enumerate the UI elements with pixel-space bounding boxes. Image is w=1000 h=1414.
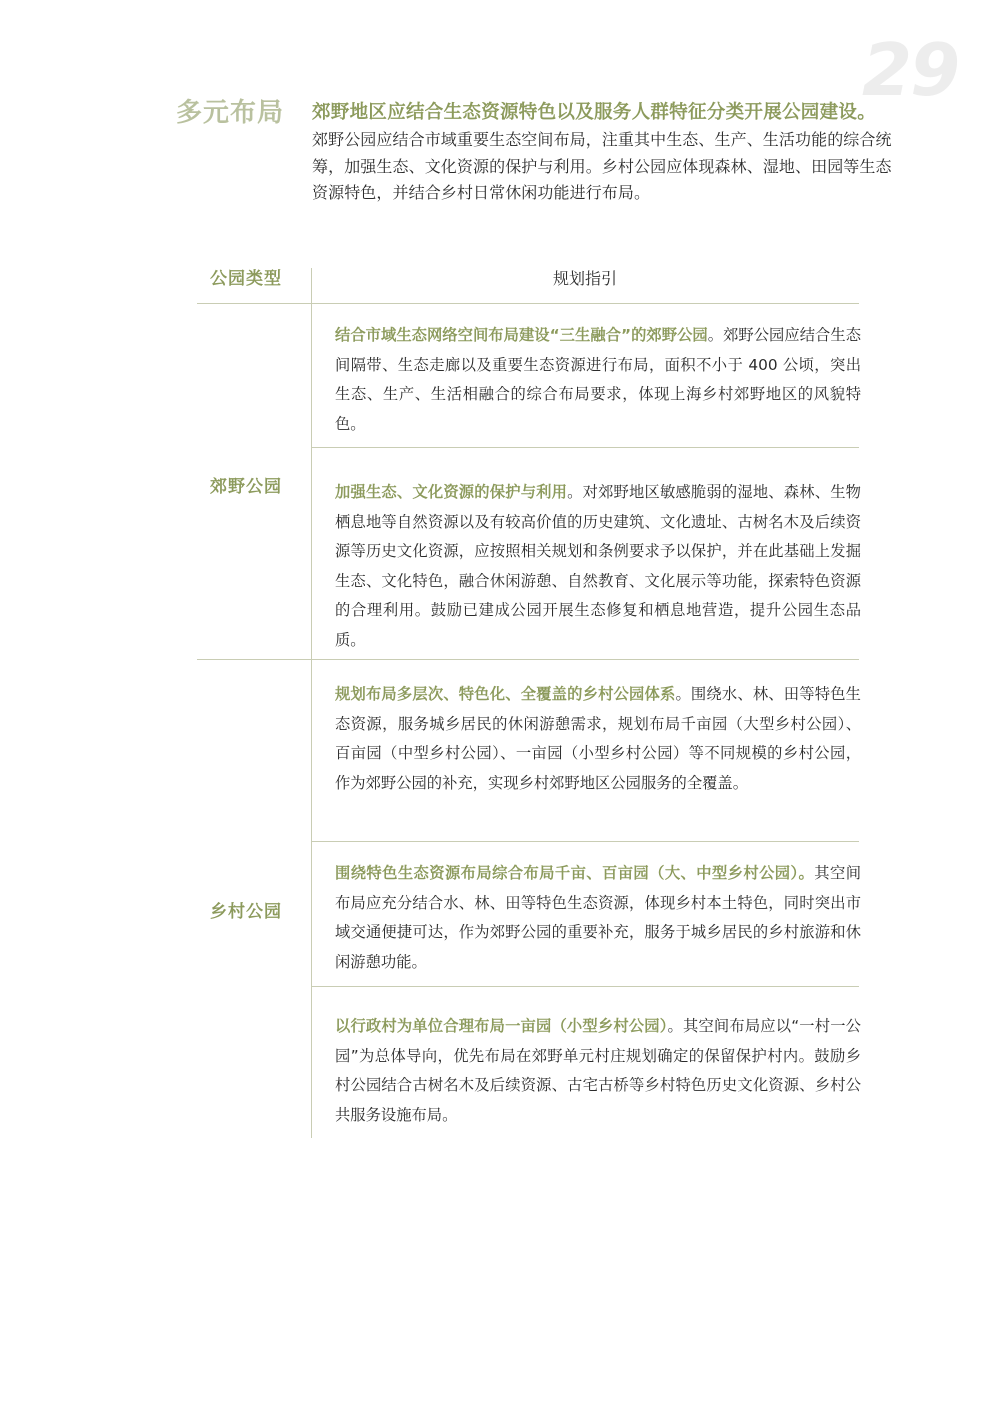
section-title: 多元布局 <box>176 98 285 128</box>
table-cell <box>335 321 861 439</box>
cell-text: 其空间布局应充分结合水、林、田等特色生态资源，体现乡村本土特色，同时突出市域交通便捷可达，作为郊野公园的重要补充，服务于城乡居民的乡村旅游和休闲游憩功能。 <box>335 864 861 971</box>
cell-highlight: 以行政村为单位合理布局一亩园（小型乡村公园） <box>335 1017 668 1035</box>
cell-text: 。对郊野地区敏感脆弱的湿地、森林、生物栖息地等自然资源以及有较高价值的历史建筑、文化遗址、古树名木及后续资源等历史文化资源，应按照相关规划和条例要求予以保护，并在此基础上发掘生态、文化特色，融合休闲游憩、自然教育、文化展示等功能，探索特色资源的合理利用。鼓励已建成公园开展生态修复和栖息地营造，提升公园生态品质。 <box>335 483 861 649</box>
cell-highlight: 规划布局多层次、特色化、全覆盖的乡村公园体系 <box>335 685 676 703</box>
cell-divider <box>311 841 859 842</box>
table-cell <box>335 1012 861 1130</box>
cell-text: 。郊野公园应结合生态间隔带、生态走廊以及重要生态资源进行布局，面积不小于 400 公顷，突出生态、生产、生活相融合的综合布局要求，体现上海乡村郊野地区的风貌特色。 <box>335 326 861 433</box>
cell-text: 。围绕水、林、田等特色生态资源，服务城乡居民的休闲游憩需求，规划布局千亩园（大型乡村公园）、百亩园（中型乡村公园）、一亩园（小型乡村公园）等不同规模的乡村公园，作为郊野公园的补充，实现乡村郊野地区公园服务的全覆盖。 <box>335 685 861 792</box>
cell-highlight: 围绕特色生态资源布局综合布局千亩、百亩园（大、中型乡村公园）。 <box>335 864 815 882</box>
lead-heading: 郊野地区应结合生态资源特色以及服务人群特征分类开展公园建设。 <box>312 102 877 123</box>
cell-highlight: 加强生态、文化资源的保护与利用 <box>335 483 568 501</box>
cell-highlight: 结合市域生态网络空间布局建设“三生融合”的郊野公园 <box>335 326 708 344</box>
section-lead <box>312 99 912 207</box>
group-divider <box>197 659 859 660</box>
table-header-rule <box>197 303 859 304</box>
table-cell <box>335 680 861 798</box>
table-cell <box>335 478 861 655</box>
cell-divider <box>311 447 859 448</box>
cell-divider <box>311 986 859 987</box>
row-label-country-park: 郊野公园 <box>210 477 282 497</box>
cell-text: 。其空间布局应以“一村一公园”为总体导向，优先布局在郊野单元村庄规划确定的保留保护村内。鼓励乡村公园结合古树名木及后续资源、古宅古桥等乡村特色历史文化资源、乡村公共服务设施布局。 <box>335 1017 861 1124</box>
table-header-guide: 规划指引 <box>552 269 617 288</box>
table-column-divider <box>311 268 312 1138</box>
page-number: 29 <box>862 28 959 112</box>
table-header-type: 公园类型 <box>210 269 282 289</box>
row-label-village-park: 乡村公园 <box>210 902 282 922</box>
table-cell <box>335 859 861 977</box>
lead-body: 郊野公园应结合市域重要生态空间布局，注重其中生态、生产、生活功能的综合统筹，加强生态、文化资源的保护与利用。乡村公园应体现森林、湿地、田园等生态资源特色，并结合乡村日常休闲功能进行布局。 <box>312 130 892 202</box>
